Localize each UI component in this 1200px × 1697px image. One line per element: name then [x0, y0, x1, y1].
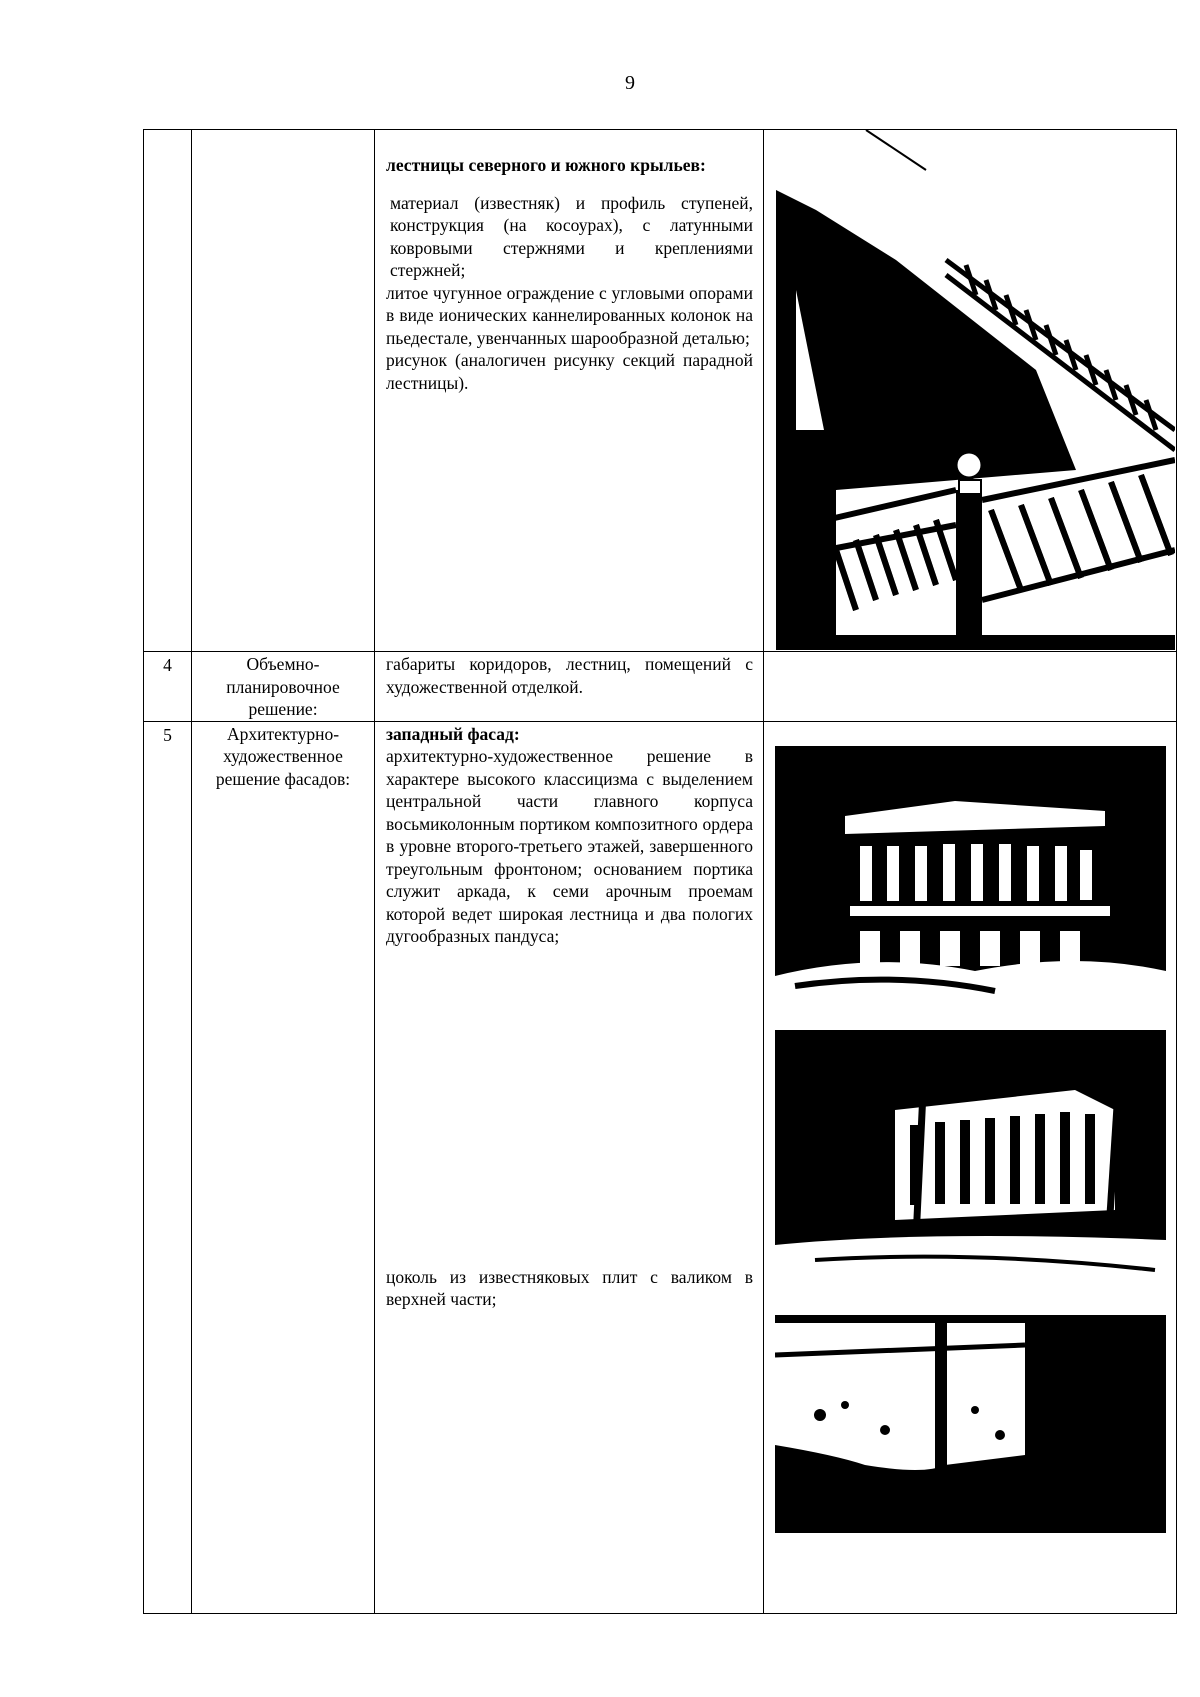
table-row-4 — [144, 652, 1177, 722]
staircases-paragraph-material: материал (известняк) и профиль ступеней, конструкция (на косоурах), с латунными ковровыми стержнями и креплениями стержней; — [390, 192, 753, 280]
staircases-description — [375, 130, 764, 652]
facade-photo-portico — [775, 746, 1166, 1008]
row-name-empty — [192, 130, 375, 652]
row-5-description — [375, 721, 764, 1613]
row-5-number: 5 — [144, 721, 192, 1613]
row-4-name: Объемно-планировочное решение: — [192, 652, 375, 722]
western-facade-heading: западный фасад: — [386, 723, 520, 744]
row-4-description — [375, 652, 764, 722]
staircases-paragraph-pattern: рисунок (аналогичен рисунку секций парадной лестницы). — [386, 350, 753, 393]
staircase-railing-photo — [776, 130, 1175, 650]
row-5-name: Архитектурно-художественное решение фасадов: — [192, 721, 375, 1613]
facade-photos-cell — [764, 721, 1177, 1613]
row-4-photo-cell — [764, 652, 1177, 722]
plinth-photo — [775, 1315, 1166, 1533]
plinth-text: цоколь из известняковых плит с валиком в верхней части; — [386, 1266, 753, 1309]
staircases-paragraph-railing: литое чугунное ограждение с угловыми опорами в виде ионических каннелированных колонок на пьедестале, увенчанных шарообразной деталью; — [386, 282, 753, 348]
row-4-text: габариты коридоров, лестниц, помещений с художественной отделкой. — [386, 654, 753, 697]
facade-photo-side-view — [775, 1030, 1166, 1292]
row-4-number: 4 — [144, 652, 192, 722]
staircases-heading: лестницы северного и южного крыльев: — [386, 155, 706, 175]
western-facade-text: архитектурно-художественное решение в характере высокого классицизма с выделением центральной части главного корпуса восьмиколонным портиком композитного ордера в уровне второго-третьего этажей, завершенного треугольным фронтоном; основанием портика служит аркада, к семи арочным проемам которой ведет широкая лестница и два пологих дугообразных пандуса; — [386, 746, 753, 946]
table-row-5 — [144, 721, 1177, 1613]
monument-features-table — [143, 129, 1177, 1614]
staircase-photo-cell — [764, 130, 1177, 652]
table-row-staircases — [144, 130, 1177, 652]
page-number: 9 — [625, 72, 635, 94]
row-number-empty — [144, 130, 192, 652]
